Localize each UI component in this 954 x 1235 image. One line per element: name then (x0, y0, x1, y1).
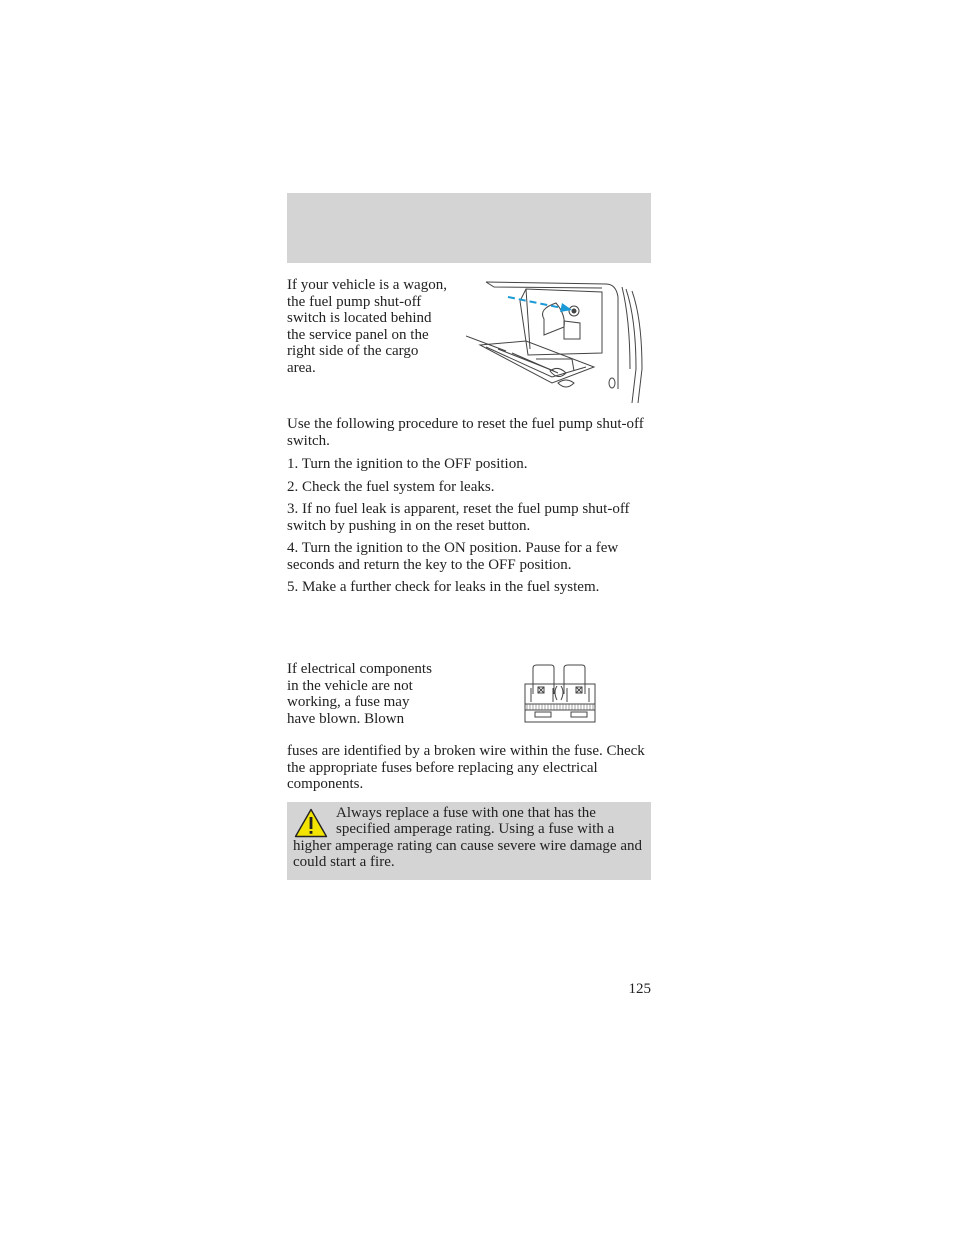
wagon-intro-text: If your vehicle is a wagon, the fuel pump shut-off switch is located behind the service panel on the right side of the cargo area. (287, 277, 447, 376)
fuse-illustration (523, 664, 597, 724)
fuse-description-text: fuses are identified by a broken wire within the fuse. Check the appropriate fuses before replacing any electrical components. (287, 743, 645, 793)
procedure-step-5: 5. Make a further check for leaks in the fuel system. (287, 579, 600, 595)
warning-icon-spacer (293, 805, 336, 835)
section-header-band (287, 193, 651, 263)
procedure-lead: Use the following procedure to reset the fuel pump shut-off switch. (287, 416, 644, 449)
procedure-step-3: 3. If no fuel leak is apparent, reset the fuel pump shut-off switch by pushing in on the reset button. (287, 501, 630, 534)
page-number: 125 (628, 981, 651, 997)
warning-box (287, 802, 651, 880)
procedure-step-1: 1. Turn the ignition to the OFF position. (287, 456, 528, 472)
procedure-step-4: 4. Turn the ignition to the ON position. Pause for a few seconds and return the key to the OFF position. (287, 540, 619, 573)
fuse-intro-text: If electrical components in the vehicle are not working, a fuse may have blown. Blown (287, 661, 432, 727)
warning-text (293, 805, 643, 871)
fuel-pump-service-panel-illustration (466, 279, 652, 405)
procedure-step-2: 2. Check the fuel system for leaks. (287, 479, 495, 495)
warning-message: Always replace a fuse with one that has the specified amperage rating. Using a fuse with a higher amperage rating can cause severe wire damage and could start a fire. (293, 805, 642, 871)
